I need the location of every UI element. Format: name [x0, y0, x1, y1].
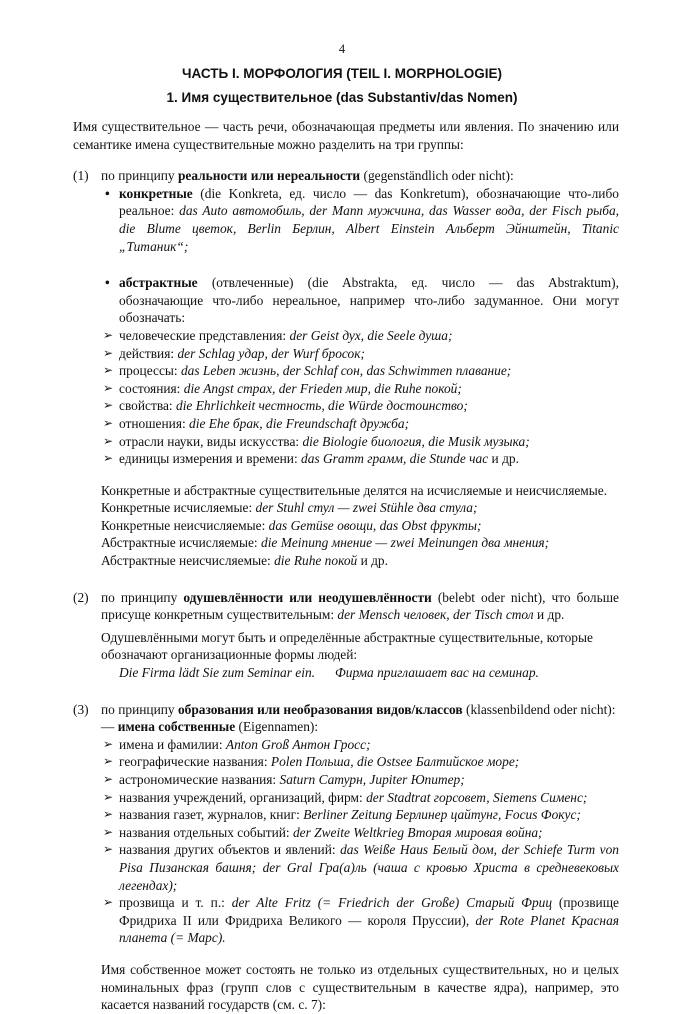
item-label: состояния: [119, 380, 184, 396]
chapter-heading: 1. Имя существительное (das Substantiv/das Nomen) [166, 90, 518, 105]
arrow-bullet-icon: ➢ [103, 754, 114, 769]
item-examples: das Gramm грамм, die Stunde час [301, 451, 489, 467]
arrow-bullet-icon: ➢ [103, 772, 114, 786]
countability-line [101, 482, 619, 500]
item-label: названия учреждений, организаций, фирм: [119, 789, 367, 805]
list-item [73, 894, 619, 947]
countability-block [73, 482, 619, 570]
text: (klassenbildend oder nicht): [462, 701, 616, 717]
item-label: отношения: [119, 415, 190, 431]
line-examples: der Stuhl стул — zwei Stühle два стула; [255, 500, 478, 516]
countability-line [101, 534, 619, 552]
examples: der Mensch человек, der Tisch стол [337, 607, 534, 623]
section-2-heading [73, 589, 619, 624]
item-label: названия отдельных событий: [119, 824, 293, 840]
text: (отвлеченные) (die Abstrakta, ед. число — das Abstraktum), обозначающие что-либо нереальное, например что-либо задуманное. Они могут обозначать: [119, 275, 619, 326]
concrete-bullet [73, 185, 619, 255]
bullet-icon: • [105, 275, 110, 291]
arrow-bullet-icon: ➢ [103, 345, 114, 360]
item-label: отрасли науки, виды искусства: [119, 433, 303, 449]
text: по принципу [101, 589, 184, 605]
bold-term: имена собственные [117, 719, 236, 735]
line-label: Конкретные и абстрактные существительные делятся на исчисляемые и неисчисляемые. [101, 482, 608, 498]
item-examples: Polen Польша, die Ostsee Балтийское море; [270, 754, 520, 770]
list-item [73, 753, 619, 771]
list-item [73, 397, 619, 415]
arrow-bullet-icon: ➢ [103, 363, 114, 378]
item-examples: die Biologie биология, die Musik музыка; [302, 433, 530, 449]
item-examples: die Angst страх, der Frieden мир, die Ruhe покой; [183, 380, 462, 396]
item-examples: der Geist дух, die Seele душа; [289, 327, 453, 343]
list-item [73, 450, 619, 468]
text: (Eigennamen): [235, 719, 319, 735]
list-item [73, 327, 619, 345]
arrow-bullet-icon: ➢ [103, 451, 114, 466]
text: и др. [533, 607, 565, 623]
line-label: Конкретные неисчисляемые: [101, 517, 269, 533]
list-item [73, 433, 619, 451]
arrow-bullet-icon: ➢ [103, 415, 114, 430]
example-german: Die Firma lädt Sie zum Seminar ein. [119, 665, 316, 681]
proper-names-heading [73, 718, 619, 736]
arrow-bullet-icon: ➢ [103, 398, 114, 413]
abstract-list [73, 327, 619, 468]
example-sentence [73, 664, 619, 682]
item-tail: и др. [488, 451, 519, 467]
abstract-bullet [73, 274, 619, 327]
example-russian: Фирма приглашает вас на семинар. [335, 665, 539, 681]
item-label: свойства: [119, 398, 176, 414]
line-examples: die Ruhe покой [274, 553, 358, 569]
document-body [73, 118, 619, 1014]
item-label: названия других объектов и явлений: [119, 842, 341, 858]
bullet-icon: • [105, 185, 110, 201]
section-number: (1) [73, 168, 89, 184]
list-item [73, 415, 619, 433]
item-examples: Berliner Zeitung Берлинер цайтунг, Focus Фокус; [303, 807, 581, 823]
bold-term: конкретные [119, 185, 193, 201]
proper-names-list [73, 736, 619, 947]
list-item [73, 806, 619, 824]
item-label: единицы измерения и времени: [119, 451, 302, 467]
section-number: (2) [73, 589, 89, 605]
text: по принципу [101, 168, 178, 184]
item-examples: der Schlag удар, der Wurf бросок; [177, 345, 365, 361]
arrow-bullet-icon: ➢ [103, 380, 114, 395]
countability-line [101, 552, 619, 570]
item-examples: das Weiße Haus Белый дом, der Schiefe Turm von Pisa Пизанская башня; der Gral Гра(а)ль (чаша с кровью Христа в средневековых легендах); [119, 842, 619, 893]
arrow-bullet-icon: ➢ [103, 895, 114, 910]
bold-term: реальности или нереальности [177, 168, 361, 184]
item-label: процессы: [119, 363, 181, 379]
arrow-bullet-icon: ➢ [103, 327, 114, 342]
countability-line [101, 517, 619, 535]
section-3-heading [73, 701, 619, 719]
list-item [73, 362, 619, 380]
text: по принципу [101, 701, 178, 717]
item-examples: Anton Groß Антон Гросс; [225, 736, 371, 752]
item-examples: die Ehrlichkeit честность, die Würde достоинство; [176, 398, 468, 414]
item-label: имена и фамилии: [119, 736, 226, 752]
bold-term: абстрактные [119, 275, 198, 291]
section-1-heading [73, 167, 619, 185]
item-examples: der Rote Planet Красная планета (= Марс). [119, 912, 619, 946]
bold-term: образования или необразования видов/классов [177, 701, 463, 717]
item-label: прозвища и т. п.: [119, 895, 232, 911]
text: (belebt oder nicht), что больше присуще конкретным существительным: [101, 589, 619, 623]
arrow-bullet-icon: ➢ [103, 842, 114, 857]
section-number: (3) [73, 701, 89, 717]
item-examples: der Stadtrat горсовет, Siemens Сименс; [366, 789, 588, 805]
countability-line [101, 499, 619, 517]
list-item [73, 841, 619, 894]
item-label: астрономические названия: [119, 772, 280, 787]
list-item [73, 824, 619, 842]
line-examples: das Gemüse овощи, das Obst фрукты; [268, 517, 482, 533]
line-examples: die Meinung мнение — zwei Meinungen два мнения; [261, 535, 550, 551]
item-label: географические названия: [119, 754, 271, 770]
animate-note: Одушевлёнными могут быть и определённые абстрактные существительные, которые обозначают организационные формы людей: [101, 629, 593, 663]
item-label: человеческие представления: [119, 327, 290, 343]
line-label: Абстрактные исчисляемые: [101, 535, 261, 551]
line-label: Конкретные исчисляемые: [101, 500, 256, 516]
item-label: действия: [119, 345, 178, 361]
arrow-bullet-icon: ➢ [103, 433, 114, 448]
arrow-bullet-icon: ➢ [103, 807, 114, 822]
list-item [73, 789, 619, 807]
page-number: 4 [338, 42, 346, 56]
list-item [73, 771, 619, 789]
bold-term: одушевлённости или неодушевлённости [183, 589, 432, 605]
closing-paragraph: Имя собственное может состоять не только из отдельных существительных, но и целых номинальных фраз (групп слов с существительным в качестве ядра), например, это касается названий государств (см. с. 7): [101, 961, 619, 1013]
dash: — [101, 719, 118, 735]
examples: das Auto автомобиль, der Mann мужчина, das Wasser вода, der Fisch рыба, die Blume цветок, Berlin Берлин, Albert Einstein Альберт Эйнштейн, Titanic „Титаник“; [119, 203, 619, 254]
list-item [73, 345, 619, 363]
item-examples: der Zweite Weltkrieg Вторая мировая война; [292, 824, 543, 840]
item-examples: der Alte Fritz (= Friedrich der Große) Старый Фриц [231, 895, 553, 911]
intro-paragraph: Имя существительное — часть речи, обозначающая предметы или явления. По значению или семантике имена существительные можно разделить на три группы: [73, 119, 619, 152]
item-examples: Saturn Сатурн, Jupiter Юпитер; [279, 772, 465, 787]
text: (gegenständlich oder nicht): [360, 168, 514, 184]
item-label: названия газет, журналов, книг: [119, 807, 304, 823]
arrow-bullet-icon: ➢ [103, 789, 114, 804]
line-label: Абстрактные неисчисляемые: [101, 553, 275, 569]
arrow-bullet-icon: ➢ [103, 824, 114, 839]
list-item [73, 380, 619, 398]
item-tail: (прозвище Фридриха II или Фридриха Великого — короля Пруссии), [119, 895, 619, 928]
list-item [73, 736, 619, 754]
item-examples: die Ehe брак, die Freundschaft дружба; [189, 415, 410, 431]
text: (die Konkreta, ед. число — das Konkretum), обозначающие что-либо реальное: [119, 185, 619, 219]
arrow-bullet-icon: ➢ [103, 736, 114, 751]
line-tail: и др. [357, 553, 388, 569]
part-heading: ЧАСТЬ I. МОРФОЛОГИЯ (TEIL I. MORPHOLOGIE) [181, 66, 503, 81]
item-examples: das Leben жизнь, der Schlaf сон, das Schwimmen плавание; [180, 363, 512, 379]
